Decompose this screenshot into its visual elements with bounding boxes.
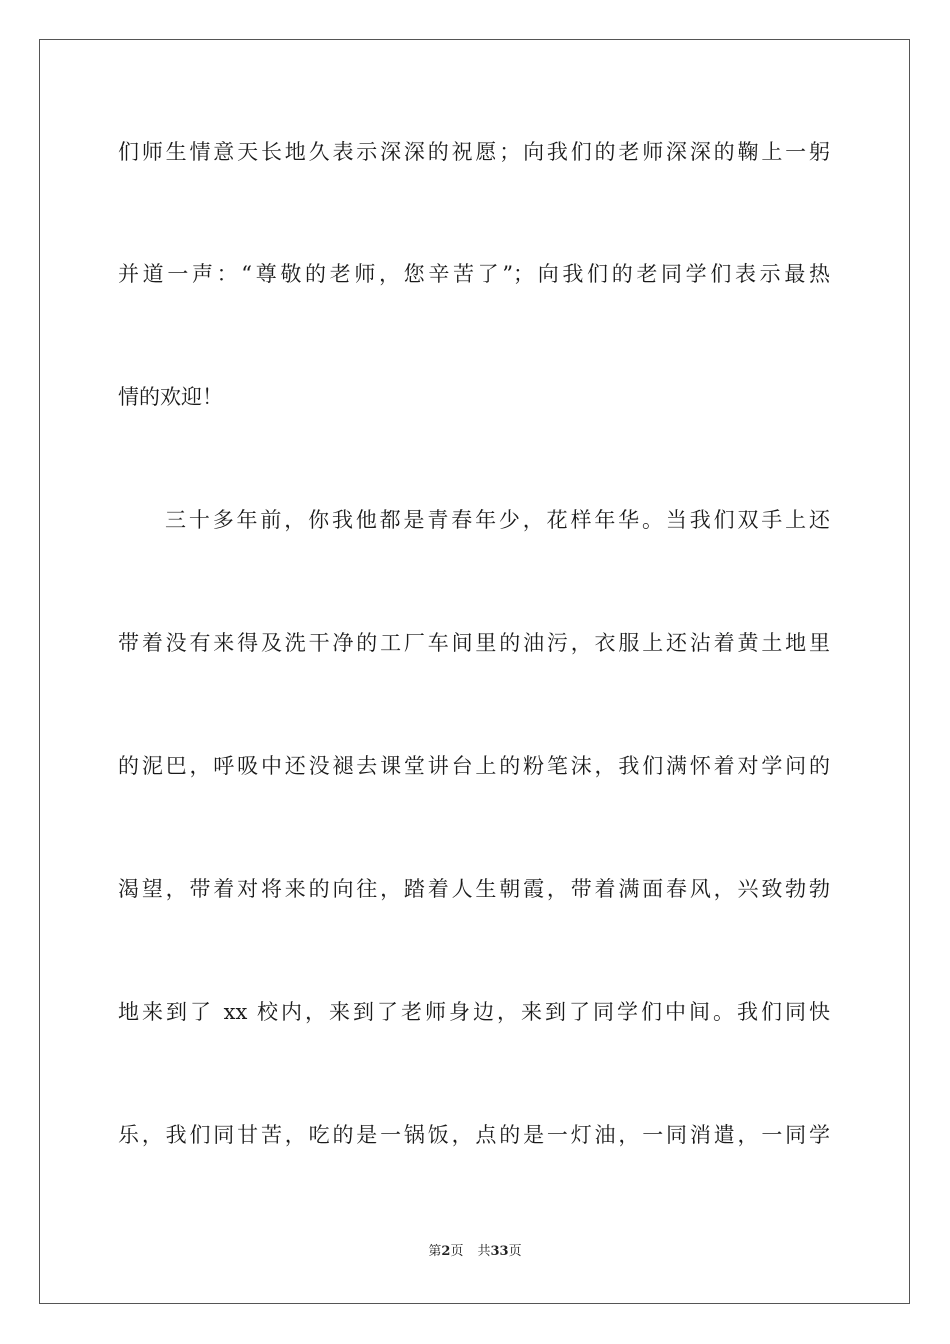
- text-line-6: 的泥巴，呼吸中还没褪去课堂讲台上的粉笔沫，我们满怀着对学问的: [118, 754, 830, 778]
- text-line-1: 们师生情意天长地久表示深深的祝愿；向我们的老师深深的鞠上一躬: [118, 140, 830, 164]
- text-line-9: 乐，我们同甘苦，吃的是一锅饭，点的是一灯油，一同消遣，一同学: [118, 1123, 830, 1147]
- page-suffix: 页: [450, 1244, 464, 1259]
- text-line-7: 渴望，带着对将来的向往，踏着人生朝霞，带着满面春风，兴致勃勃: [118, 877, 830, 901]
- text-line-5: 带着没有来得及洗干净的工厂车间里的油污，衣服上还沾着黄土地里: [118, 631, 830, 655]
- text-line-2: 并道一声：“尊敬的老师，您辛苦了”；向我们的老同学们表示最热: [118, 262, 830, 286]
- page-number: 2: [441, 1244, 451, 1259]
- total-pages: 33: [490, 1244, 509, 1259]
- page-footer: [0, 1243, 950, 1261]
- page-prefix: 第: [428, 1244, 442, 1259]
- text-line-8: 地来到了 xx 校内，来到了老师身边，来到了同学们中间。我们同快: [118, 1000, 830, 1024]
- text-line-4: 三十多年前，你我他都是青春年少，花样年华。当我们双手上还: [165, 508, 830, 532]
- total-suffix: 页: [508, 1244, 522, 1259]
- total-prefix: 共: [477, 1244, 491, 1259]
- text-line-3: 情的欢迎！: [118, 385, 223, 409]
- page-border: [39, 39, 910, 1304]
